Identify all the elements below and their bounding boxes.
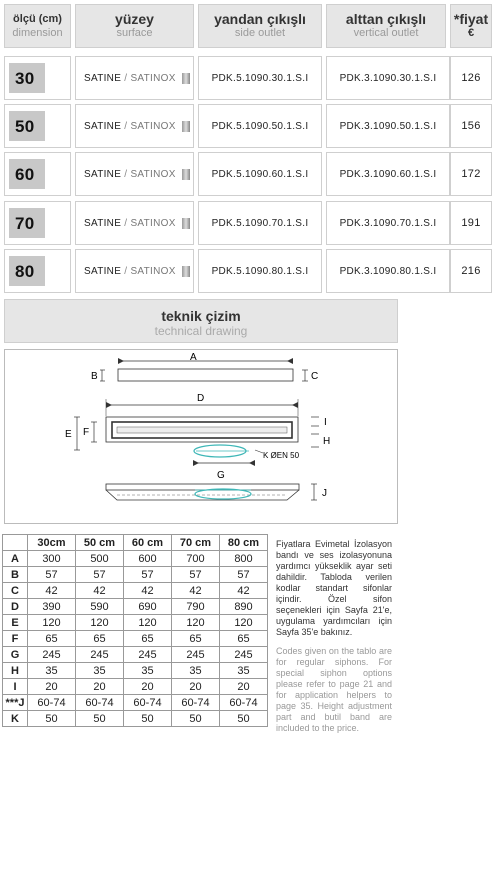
table-cell: 120 — [28, 615, 76, 631]
column-header: 60 cm — [124, 535, 172, 551]
header-vertical-en: vertical outlet — [353, 27, 419, 39]
table-cell: 65 — [76, 631, 124, 647]
surface-tr: SATINE — [84, 168, 122, 180]
label-k: K ØEN 50 — [263, 451, 300, 460]
row-key: D — [3, 599, 28, 615]
table-cell: 42 — [76, 583, 124, 599]
table-cell: 245 — [76, 647, 124, 663]
satin-swatch-icon — [182, 169, 190, 180]
product-row — [4, 249, 492, 293]
header-surface-en: surface — [116, 27, 153, 39]
header-side — [198, 4, 322, 48]
technical-drawing-header — [4, 299, 398, 343]
table-row — [3, 711, 268, 727]
surface-cell: SATINE / SATINOX — [75, 56, 194, 100]
table-cell: 20 — [76, 679, 124, 695]
size-cell — [4, 249, 71, 293]
table-cell: 65 — [220, 631, 268, 647]
table-cell: 245 — [172, 647, 220, 663]
table-cell: 245 — [220, 647, 268, 663]
price: 156 — [450, 104, 492, 148]
surface-tr: SATINE — [84, 120, 122, 132]
table-cell: 35 — [124, 663, 172, 679]
table-row — [3, 647, 268, 663]
notes — [276, 539, 392, 742]
size-label: 30 — [9, 63, 45, 93]
table-cell: 65 — [124, 631, 172, 647]
satin-swatch-icon — [182, 266, 190, 277]
table-cell: 57 — [172, 567, 220, 583]
table-row — [3, 551, 268, 567]
label-d: D — [197, 393, 205, 404]
table-cell: 390 — [28, 599, 76, 615]
table-row — [3, 695, 268, 711]
label-j: J — [322, 488, 327, 499]
price: 126 — [450, 56, 492, 100]
header-price — [450, 4, 492, 48]
product-row — [4, 104, 492, 148]
label-c: C — [311, 371, 319, 382]
table-cell: 20 — [28, 679, 76, 695]
product-row — [4, 152, 492, 196]
drawing-svg — [5, 350, 397, 523]
vertical-code: PDK.3.1090.60.1.S.I — [326, 152, 450, 196]
table-cell: 65 — [28, 631, 76, 647]
size-label: 50 — [9, 111, 45, 141]
side-code: PDK.5.1090.80.1.S.I — [198, 249, 322, 293]
label-g: G — [217, 470, 225, 481]
table-cell: 60-74 — [172, 695, 220, 711]
table-cell: 35 — [172, 663, 220, 679]
size-cell — [4, 104, 71, 148]
row-key: C — [3, 583, 28, 599]
row-key: F — [3, 631, 28, 647]
vertical-code: PDK.3.1090.70.1.S.I — [326, 201, 450, 245]
column-header: 70 cm — [172, 535, 220, 551]
row-key: H — [3, 663, 28, 679]
satin-swatch-icon — [182, 73, 190, 84]
table-cell: 690 — [124, 599, 172, 615]
table-cell: 35 — [28, 663, 76, 679]
table-cell: 50 — [172, 711, 220, 727]
product-row — [4, 56, 492, 100]
row-key: B — [3, 567, 28, 583]
row-key: G — [3, 647, 28, 663]
table-cell: 300 — [28, 551, 76, 567]
table-row — [3, 631, 268, 647]
table-cell: 42 — [220, 583, 268, 599]
price: 216 — [450, 249, 492, 293]
table-cell: 42 — [28, 583, 76, 599]
surface-en: SATINOX — [130, 120, 176, 132]
table-cell: 35 — [76, 663, 124, 679]
table-row — [3, 567, 268, 583]
row-key: I — [3, 679, 28, 695]
table-cell: 50 — [28, 711, 76, 727]
size-cell — [4, 152, 71, 196]
header-surface-tr: yüzey — [115, 11, 154, 27]
side-code: PDK.5.1090.60.1.S.I — [198, 152, 322, 196]
header-size-tr: ölçü (cm) — [13, 13, 62, 25]
price: 172 — [450, 152, 492, 196]
size-label: 60 — [9, 159, 45, 189]
table-cell: 42 — [124, 583, 172, 599]
table-cell: 120 — [76, 615, 124, 631]
satin-swatch-icon — [182, 121, 190, 132]
table-cell: 20 — [124, 679, 172, 695]
note-tr: Fiyatlara Evimetal İzolasyon bandı ve ses izolasyonuna yardımcı yükseklik ayar seti dahildir. Tabloda verilen kodlar standart sifonlar içindir. Özel sifon seçenekleri için Sayfa 21'e, uygulama yardımcıları için Sayfa 35'e bakınız. — [276, 539, 392, 637]
surface-tr: SATINE — [84, 265, 122, 277]
table-cell: 50 — [124, 711, 172, 727]
table-cell: 890 — [220, 599, 268, 615]
label-a: A — [190, 352, 197, 363]
row-key: A — [3, 551, 28, 567]
header-side-en: side outlet — [234, 27, 286, 39]
price: 191 — [450, 201, 492, 245]
column-header: 80 cm — [220, 535, 268, 551]
surface-en: SATINOX — [130, 265, 176, 277]
table-cell: 120 — [172, 615, 220, 631]
note-en: Codes given on the tablo are for regular siphons. For special siphon options please refer to page 21 and for application helpers to page 35. Height adjustment part and butil band are included to the price. — [276, 646, 392, 733]
product-row — [4, 201, 492, 245]
table-cell: 60-74 — [76, 695, 124, 711]
size-cell — [4, 201, 71, 245]
table-cell: 20 — [220, 679, 268, 695]
table-row — [3, 599, 268, 615]
surface-tr: SATINE — [84, 217, 122, 229]
table-cell: 60-74 — [220, 695, 268, 711]
label-h: H — [323, 436, 331, 447]
table-row — [3, 663, 268, 679]
label-i: I — [324, 417, 327, 428]
side-code: PDK.5.1090.70.1.S.I — [198, 201, 322, 245]
header-surface — [75, 4, 194, 48]
surface-en: SATINOX — [130, 217, 176, 229]
label-f: F — [83, 427, 90, 438]
table-cell: 42 — [172, 583, 220, 599]
header-price-en: € — [467, 27, 475, 39]
table-row — [3, 615, 268, 631]
surface-cell: SATINE / SATINOX — [75, 104, 194, 148]
table-cell: 245 — [28, 647, 76, 663]
header-price-tr: *fiyat — [453, 11, 489, 27]
table-cell: 500 — [76, 551, 124, 567]
table-cell: 790 — [172, 599, 220, 615]
row-key: E — [3, 615, 28, 631]
label-b: B — [91, 371, 98, 382]
vertical-code: PDK.3.1090.50.1.S.I — [326, 104, 450, 148]
table-header-row — [3, 535, 268, 551]
header-side-tr: yandan çıkışlı — [214, 11, 306, 27]
table-cell: 57 — [220, 567, 268, 583]
table-cell: 57 — [28, 567, 76, 583]
surface-cell: SATINE / SATINOX — [75, 249, 194, 293]
row-key: ***J — [3, 695, 28, 711]
column-header: 30cm — [28, 535, 76, 551]
table-cell: 50 — [76, 711, 124, 727]
technical-tr: teknik çizim — [161, 308, 241, 324]
header-vertical-tr: alttan çıkışlı — [345, 11, 427, 27]
vertical-code: PDK.3.1090.30.1.S.I — [326, 56, 450, 100]
table-cell: 245 — [124, 647, 172, 663]
header-size — [4, 4, 71, 48]
table-cell: 600 — [124, 551, 172, 567]
header-size-en: dimension — [12, 27, 63, 39]
satin-swatch-icon — [182, 218, 190, 229]
table-cell: 120 — [124, 615, 172, 631]
table-row — [3, 679, 268, 695]
table-cell: 50 — [220, 711, 268, 727]
surface-tr: SATINE — [84, 72, 122, 84]
table-cell: 57 — [124, 567, 172, 583]
vertical-code: PDK.3.1090.80.1.S.I — [326, 249, 450, 293]
table-cell: 60-74 — [28, 695, 76, 711]
table-cell: 800 — [220, 551, 268, 567]
surface-cell: SATINE / SATINOX — [75, 152, 194, 196]
size-label: 70 — [9, 208, 45, 238]
technical-drawing — [4, 349, 398, 524]
row-key: K — [3, 711, 28, 727]
table-row — [3, 583, 268, 599]
surface-en: SATINOX — [130, 168, 176, 180]
header-vertical — [326, 4, 446, 48]
table-cell: 700 — [172, 551, 220, 567]
table-cell: 120 — [220, 615, 268, 631]
table-cell: 35 — [220, 663, 268, 679]
technical-en: technical drawing — [154, 324, 248, 338]
label-e: E — [65, 429, 72, 440]
table-cell: 60-74 — [124, 695, 172, 711]
table-cell: 57 — [76, 567, 124, 583]
size-cell — [4, 56, 71, 100]
surface-en: SATINOX — [130, 72, 176, 84]
table-cell: 590 — [76, 599, 124, 615]
size-label: 80 — [9, 256, 45, 286]
dimension-table — [2, 534, 268, 727]
side-code: PDK.5.1090.50.1.S.I — [198, 104, 322, 148]
column-header: 50 cm — [76, 535, 124, 551]
table-cell: 65 — [172, 631, 220, 647]
table-cell: 20 — [172, 679, 220, 695]
side-code: PDK.5.1090.30.1.S.I — [198, 56, 322, 100]
surface-cell: SATINE / SATINOX — [75, 201, 194, 245]
